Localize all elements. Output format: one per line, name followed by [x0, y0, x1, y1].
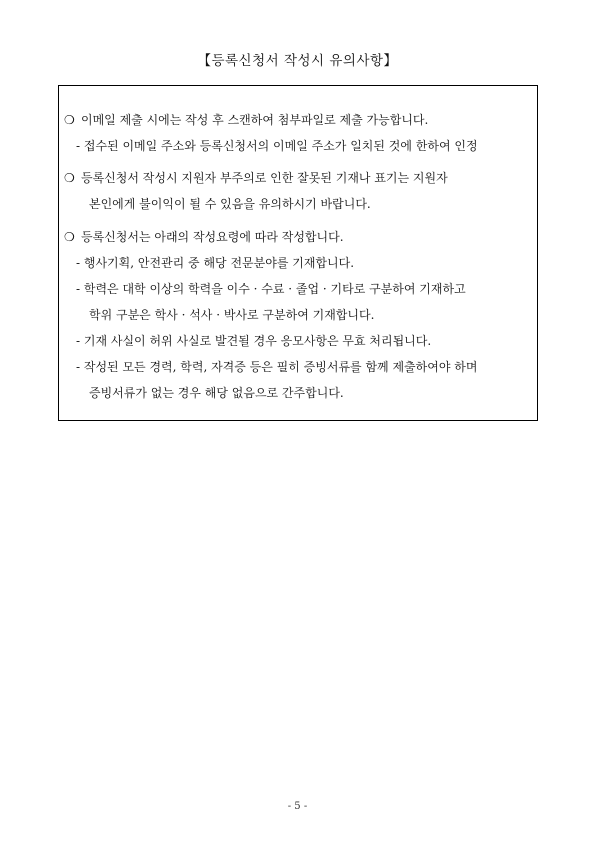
notice-subitem-education: - 학력은 대학 이상의 학력을 이수 · 수료 · 졸업 · 기타로 구분하여 기재하고 — [76, 282, 466, 296]
notice-subitem-false-info: - 기재 사실이 허위 사실로 발견될 경우 응모사항은 무효 처리됩니다. — [76, 334, 432, 348]
notice-item-applicant-caution-cont: 본인에게 불이익이 될 수 있음을 유의하시기 바랍니다. — [89, 197, 371, 211]
notice-subitem-education-cont: 학위 구분은 학사 · 석사 · 박사로 구분하여 기재합니다. — [89, 308, 375, 322]
bullet-icon: ❍ — [64, 171, 75, 185]
notice-subitem-email-match: - 접수된 이메일 주소와 등록신청서의 이메일 주소가 일치된 것에 한하여 인정 — [76, 139, 478, 153]
notice-subitem-specialty: - 행사기획, 안전관리 중 해당 전문분야를 기재합니다. — [76, 256, 355, 270]
notice-subitem-proof-docs: - 작성된 모든 경력, 학력, 자격증 등은 필히 증빙서류를 함께 제출하여야 하며 — [76, 360, 478, 374]
notice-item-applicant-caution: 등록신청서 작성시 지원자 부주의로 인한 잘못된 기재나 표기는 지원자 — [81, 171, 448, 185]
notice-item-writing-guide: 등록신청서는 아래의 작성요령에 따라 작성합니다. — [81, 230, 344, 244]
bullet-icon: ❍ — [64, 113, 75, 127]
bullet-icon: ❍ — [64, 230, 75, 244]
notice-subitem-proof-docs-cont: 증빙서류가 없는 경우 해당 없음으로 간주합니다. — [89, 386, 344, 400]
page-number: - 5 - — [287, 801, 308, 812]
page-title: 【등록신청서 작성시 유의사항】 — [197, 53, 398, 69]
notice-item-email-submission: 이메일 제출 시에는 작성 후 스캔하여 첨부파일로 제출 가능합니다. — [81, 113, 429, 127]
